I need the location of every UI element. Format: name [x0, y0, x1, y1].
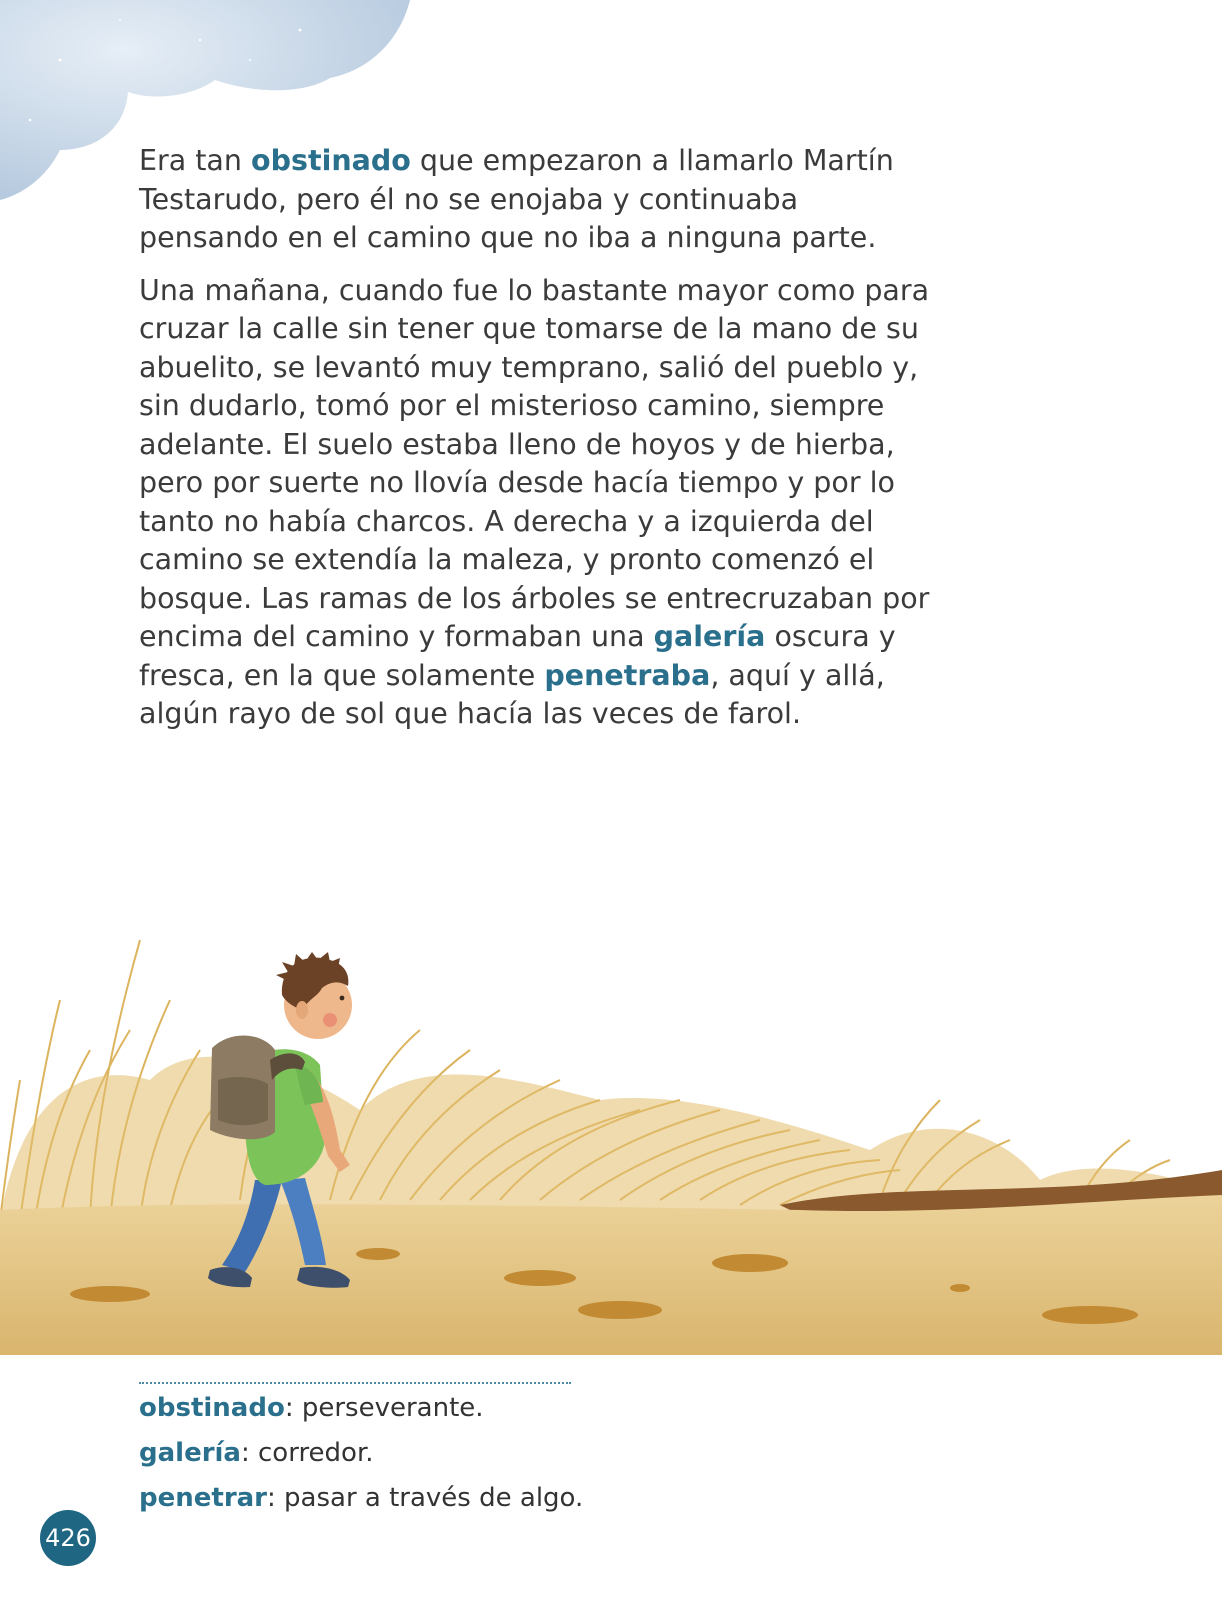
- paragraph-2: [139, 272, 939, 734]
- text: Era tan: [139, 144, 252, 177]
- glossary-divider: [139, 1382, 571, 1384]
- paragraph-1: [139, 142, 939, 258]
- keyword-galeria: galería: [653, 620, 766, 653]
- story-text: [139, 142, 939, 748]
- keyword-obstinado: obstinado: [251, 144, 411, 177]
- glossary-term: penetrar: [139, 1483, 268, 1513]
- text: , aquí y allá, algún rayo de sol que hacía las veces de farol.: [139, 658, 885, 730]
- glossary-entry: [139, 1386, 583, 1431]
- page-number-badge: 426: [40, 1510, 96, 1566]
- glossary-term: obstinado: [139, 1393, 285, 1423]
- glossary-entry: [139, 1431, 583, 1476]
- glossary-definition: : pasar a través de algo.: [267, 1483, 584, 1513]
- glossary: [139, 1386, 583, 1521]
- glossary-definition: : corredor.: [240, 1438, 374, 1468]
- text: Una mañana, cuando fue lo bastante mayor como para cruzar la calle sin tener que tomarse de la mano de su abuelito, se levantó muy temprano, salió del pueblo y, sin dudarlo, tomó por el misterioso camino, siempre adelante. El suelo estaba lleno de hoyos y de hierba, pero por suerte no llovía desde hacía tiempo y por lo tanto no había charcos. A derecha y a izquierda del camino se extendía la maleza, y pronto comenzó el bosque. Las ramas de los árboles se entrecruzaban por encima del camino y formaban una: [139, 273, 930, 653]
- boy-walking-illustration: [0, 880, 1222, 1355]
- glossary-entry: [139, 1476, 583, 1521]
- keyword-penetraba: penetraba: [544, 658, 711, 692]
- text: que empezaron a llamarlo Martín Testarudo, pero él no se enojaba y continuaba pensando en el camino que no iba a ninguna parte.: [139, 144, 894, 254]
- glossary-term: galería: [139, 1438, 241, 1468]
- glossary-definition: : perseverante.: [284, 1393, 484, 1423]
- text: oscura y fresca, en la que solamente: [139, 620, 896, 692]
- sand-ground: [0, 1195, 1222, 1355]
